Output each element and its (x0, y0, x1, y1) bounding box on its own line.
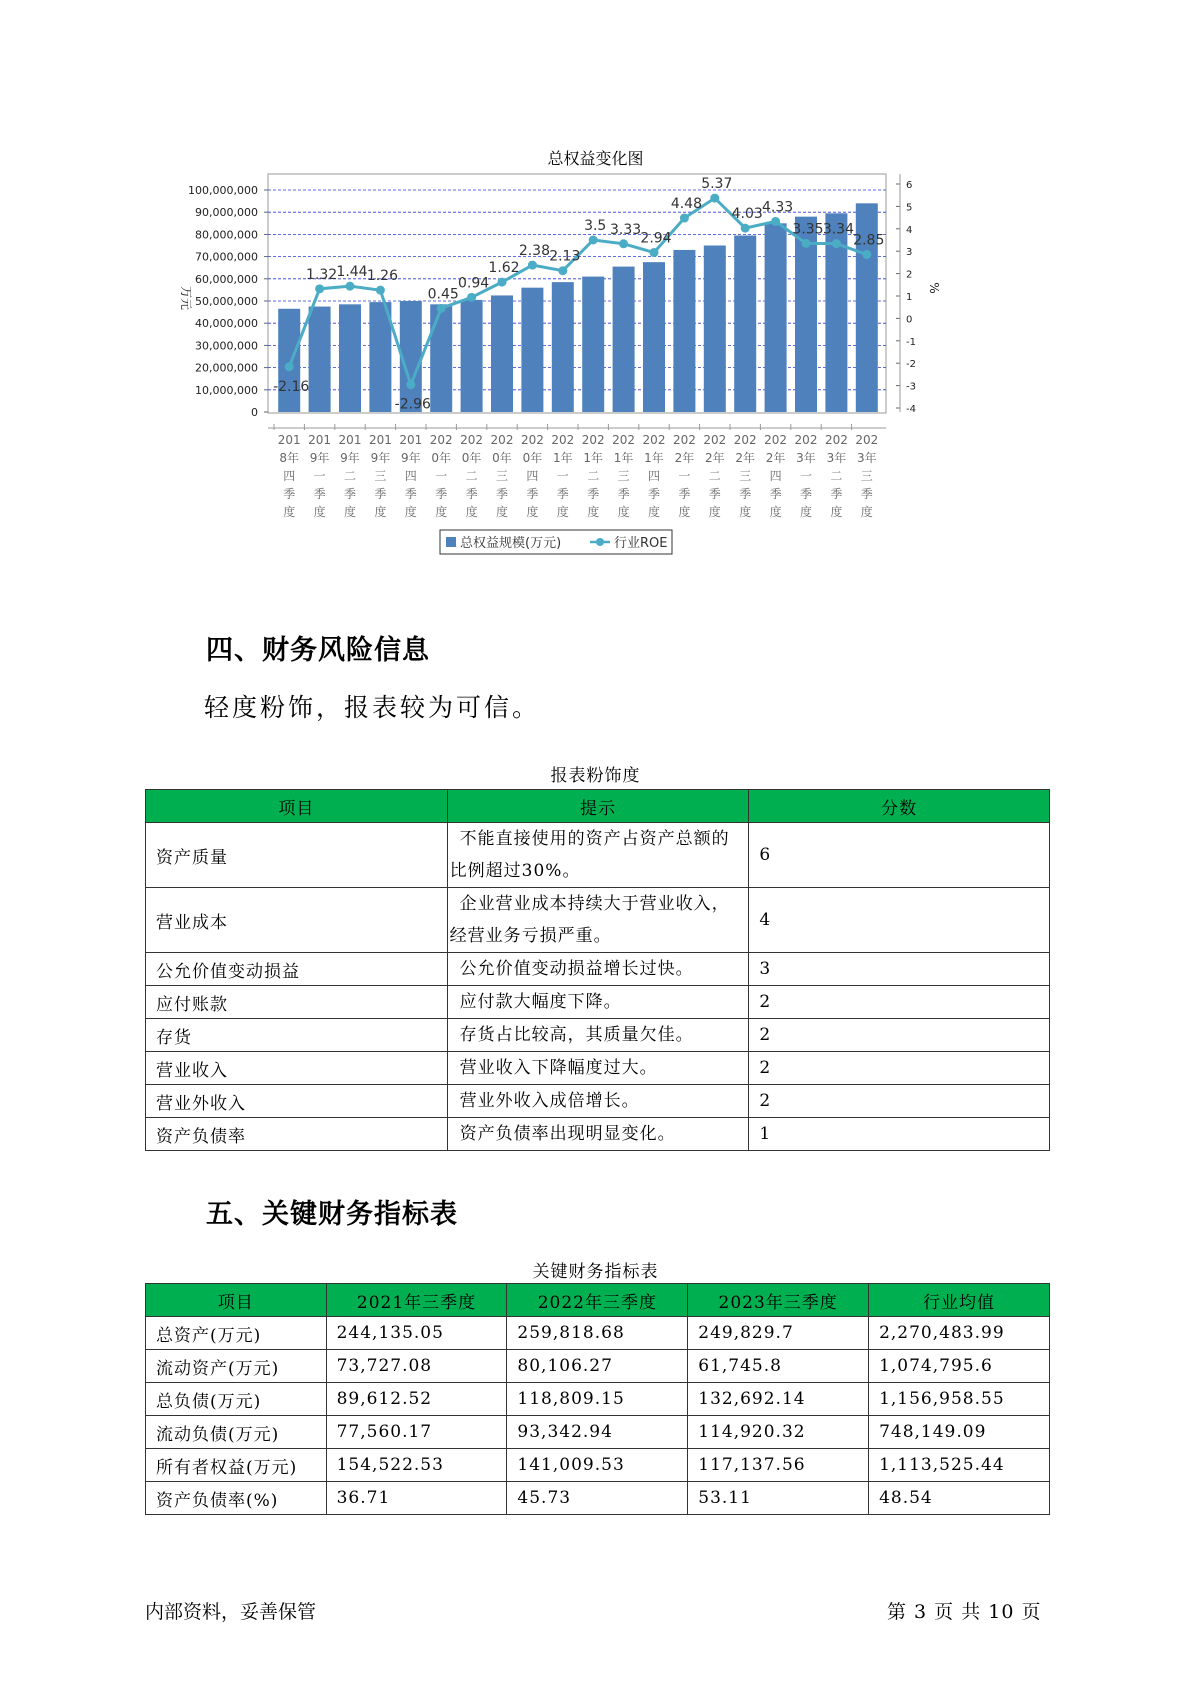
indicator-name-cell: 总负债(万元) (146, 1383, 327, 1416)
indicator-value-cell: 259,818.68 (507, 1317, 688, 1350)
x-tick-label: 度 (739, 505, 752, 519)
x-tick-label: 度 (556, 505, 569, 519)
x-tick-label: 1年 (613, 451, 634, 465)
x-tick-label: 季 (647, 487, 661, 501)
x-tick-label: 2年 (704, 451, 725, 465)
risk-hint-cell: 企业营业成本持续大于营业收入，经营业务亏损严重。 (447, 888, 749, 953)
roe-data-label: 5.37 (701, 176, 733, 193)
roe-data-label: 3.34 (822, 221, 854, 238)
x-tick-label: 季 (313, 487, 326, 501)
x-tick-label: 1年 (644, 451, 664, 465)
roe-data-label: 3.35 (792, 221, 824, 238)
table-row (146, 1449, 1050, 1482)
x-tick-label: 度 (465, 505, 478, 519)
roe-point (498, 278, 507, 287)
table-row (146, 1383, 1050, 1416)
y-left-tick-label: 100,000,000 (188, 184, 258, 197)
y-right-tick-label: 0 (906, 314, 913, 326)
indicator-value-cell: 132,692.14 (688, 1383, 869, 1416)
table-row (146, 823, 1050, 888)
indicator-value-cell: 80,106.27 (507, 1350, 688, 1383)
x-tick-label: 9年 (400, 451, 421, 465)
header-2022: 2022年三季度 (507, 1284, 688, 1317)
y-right-tick-label: -2 (906, 359, 916, 371)
roe-data-label: 1.44 (336, 264, 368, 281)
x-tick-label: 四 (526, 469, 539, 483)
risk-hint-cell: 营业收入下降幅度过大。 (447, 1052, 749, 1085)
x-tick-label: 8年 (279, 451, 300, 465)
x-tick-label: 三 (617, 469, 630, 483)
roe-data-label: 4.33 (762, 199, 794, 216)
indicator-value-cell: 45.73 (507, 1482, 688, 1515)
x-tick-label: 度 (769, 505, 782, 519)
x-tick-label: 季 (343, 487, 357, 501)
risk-item-cell: 资产质量 (146, 823, 448, 888)
indicator-name-cell: 资产负债率(%) (146, 1482, 327, 1515)
roe-data-label: 0.45 (427, 286, 459, 303)
roe-point (589, 236, 598, 245)
y-right-tick-label: 5 (906, 202, 913, 214)
x-tick-label: 9年 (340, 451, 360, 465)
roe-data-label: 2.13 (549, 248, 581, 265)
x-tick-label: 季 (556, 487, 569, 501)
roe-point (558, 266, 567, 275)
x-tick-label: 度 (708, 505, 721, 519)
x-tick-label: 季 (739, 487, 752, 501)
x-tick-label: 度 (283, 505, 296, 519)
x-tick-label: 度 (587, 505, 600, 519)
roe-point (285, 362, 294, 371)
x-tick-label: 202 (581, 433, 605, 447)
y-right-tick-label: 4 (906, 224, 913, 236)
roe-point (406, 380, 415, 389)
table-row (146, 1019, 1050, 1052)
x-tick-label: 季 (860, 487, 873, 501)
x-tick-label: 季 (830, 487, 843, 501)
x-tick-label: 202 (520, 433, 544, 447)
legend-bar-label: 总权益规模(万元) (460, 536, 562, 551)
risk-score-cell: 3 (749, 953, 1050, 986)
risk-score-cell: 2 (749, 1052, 1050, 1085)
x-tick-label: 3年 (826, 451, 847, 465)
risk-score-cell: 2 (749, 1019, 1050, 1052)
x-tick-label: 202 (855, 433, 879, 447)
x-tick-label: 9年 (370, 451, 391, 465)
chart-title: 总权益变化图 (547, 149, 644, 168)
x-tick-label: 202 (490, 433, 514, 447)
indicator-value-cell: 1,113,525.44 (869, 1449, 1050, 1482)
legend-bar-swatch (446, 537, 456, 547)
footer-confidential: 内部资料，妥善保管 (145, 1601, 317, 1623)
x-tick-label: 202 (794, 433, 818, 447)
indicator-value-cell: 244,135.05 (326, 1317, 507, 1350)
x-tick-label: 季 (495, 487, 509, 501)
roe-data-label: -2.16 (273, 378, 310, 395)
x-tick-label: 度 (799, 505, 813, 519)
roe-data-label: 1.62 (488, 260, 520, 277)
x-tick-label: 季 (617, 487, 630, 501)
x-tick-label: 2年 (735, 451, 756, 465)
risk-item-cell: 资产负债率 (146, 1118, 448, 1151)
y-left-tick-label: 50,000,000 (195, 295, 258, 308)
risk-hint-cell: 不能直接使用的资产占资产总额的比例超过30%。 (447, 823, 749, 888)
x-tick-label: 2年 (765, 451, 786, 465)
x-tick-label: 季 (769, 487, 782, 501)
bar (552, 282, 574, 412)
indicator-name-cell: 流动负债(万元) (146, 1416, 327, 1449)
y-left-tick-label: 20,000,000 (195, 361, 258, 375)
y-right-tick-label: 2 (906, 269, 913, 281)
risk-summary: 轻度粉饰，报表较为可信。 (204, 693, 541, 722)
x-tick-label: 三 (860, 469, 873, 483)
indicator-name-cell: 总资产(万元) (146, 1317, 327, 1350)
roe-point (376, 286, 385, 295)
roe-point (650, 248, 659, 257)
table-row (146, 1416, 1050, 1449)
risk-score-cell: 6 (749, 823, 1050, 888)
x-tick-label: 202 (612, 433, 636, 447)
indicator-value-cell: 77,560.17 (326, 1416, 507, 1449)
y-right-tick-label: 1 (906, 292, 913, 303)
x-tick-label: 201 (368, 433, 392, 447)
risk-table-header (146, 790, 1050, 823)
bar (430, 304, 452, 412)
risk-hint-cell: 资产负债率出现明显变化。 (447, 1118, 749, 1151)
section-4-heading: 四、财务风险信息 (206, 635, 430, 666)
x-tick-label: 202 (703, 433, 727, 447)
x-tick-label: 201 (277, 433, 301, 447)
x-tick-label: 度 (647, 505, 661, 519)
x-tick-label: 202 (429, 433, 453, 447)
indicator-name-cell: 所有者权益(万元) (146, 1449, 327, 1482)
x-tick-label: 2年 (674, 451, 695, 465)
table-row (146, 888, 1050, 953)
x-tick-label: 202 (460, 433, 484, 447)
x-tick-label: 季 (404, 487, 417, 501)
x-tick-label: 季 (587, 487, 600, 501)
x-tick-label: 0年 (492, 451, 512, 465)
table-row (146, 953, 1050, 986)
x-tick-label: 201 (308, 433, 332, 447)
risk-item-cell: 公允价值变动损益 (146, 953, 448, 986)
roe-point (467, 293, 476, 302)
header-2023: 2023年三季度 (688, 1284, 869, 1317)
x-tick-label: 季 (283, 487, 296, 501)
roe-point (710, 194, 719, 203)
x-tick-label: 度 (495, 505, 509, 519)
risk-score-cell: 2 (749, 1085, 1050, 1118)
roe-point (346, 282, 355, 291)
roe-data-label: 1.32 (306, 266, 338, 283)
bar (765, 223, 787, 412)
bar (278, 309, 300, 412)
bar (734, 236, 756, 412)
x-tick-label: 0年 (431, 451, 452, 465)
y-left-tick-label: 0 (251, 406, 258, 419)
indicator-value-cell: 114,920.32 (688, 1416, 869, 1449)
x-tick-label: 0年 (522, 451, 543, 465)
roe-data-label: 2.94 (640, 230, 672, 247)
indicator-value-cell: 93,342.94 (507, 1416, 688, 1449)
x-tick-label: 一 (678, 469, 691, 483)
bar (491, 295, 513, 412)
x-tick-label: 度 (526, 505, 539, 519)
x-tick-label: 度 (404, 505, 417, 519)
indicator-value-cell: 61,745.8 (688, 1350, 869, 1383)
x-tick-label: 1年 (552, 451, 573, 465)
y-right-tick-label: 6 (906, 180, 913, 191)
x-tick-label: 二 (830, 469, 843, 483)
x-tick-label: 三 (739, 469, 752, 483)
risk-item-cell: 存货 (146, 1019, 448, 1052)
y-left-axis-label: 万元 (179, 285, 193, 311)
x-tick-label: 三 (495, 469, 509, 483)
risk-hint-cell: 应付款大幅度下降。 (447, 986, 749, 1019)
indicator-value-cell: 36.71 (326, 1482, 507, 1515)
indicator-value-cell: 117,137.56 (688, 1449, 869, 1482)
indicator-value-cell: 748,149.09 (869, 1416, 1050, 1449)
risk-table-caption: 报表粉饰度 (550, 766, 641, 786)
x-tick-label: 202 (551, 433, 575, 447)
x-tick-label: 季 (799, 487, 813, 501)
roe-point (741, 224, 750, 233)
x-tick-label: 季 (526, 487, 539, 501)
y-right-tick-label: -1 (906, 336, 916, 348)
bar (309, 307, 331, 412)
y-left-tick-label: 60,000,000 (195, 272, 258, 286)
risk-item-cell: 营业成本 (146, 888, 448, 953)
table-row (146, 1350, 1050, 1383)
y-left-tick-label: 80,000,000 (195, 228, 258, 242)
x-tick-label: 季 (374, 487, 387, 501)
footer-page-number: 第 3 页 共 10 页 (887, 1601, 1042, 1623)
section-5-heading: 五、关键财务指标表 (206, 1199, 458, 1230)
x-tick-label: 四 (404, 469, 417, 483)
x-tick-label: 202 (672, 433, 696, 447)
header-2021: 2021年三季度 (326, 1284, 507, 1317)
x-tick-label: 9年 (309, 451, 330, 465)
table-row (146, 1118, 1050, 1151)
table-row (146, 1482, 1050, 1515)
y-left-tick-label: 40,000,000 (195, 317, 258, 331)
x-tick-label: 二 (343, 469, 357, 483)
roe-point (619, 239, 628, 248)
roe-data-label: 4.03 (731, 206, 763, 223)
y-left-tick-label: 90,000,000 (195, 206, 258, 220)
x-tick-label: 度 (830, 505, 843, 519)
roe-data-label: 4.48 (670, 196, 702, 213)
roe-point (437, 304, 446, 313)
x-tick-label: 201 (399, 433, 423, 447)
header-item: 项目 (146, 1284, 327, 1317)
bar (673, 250, 695, 412)
risk-hint-cell: 营业外收入成倍增长。 (447, 1085, 749, 1118)
indicator-table (145, 1283, 1050, 1515)
x-tick-label: 度 (313, 505, 326, 519)
indicator-value-cell: 1,156,958.55 (869, 1383, 1050, 1416)
x-tick-label: 0年 (461, 451, 482, 465)
y-left-tick-label: 70,000,000 (195, 250, 258, 264)
x-tick-label: 202 (824, 433, 848, 447)
x-tick-label: 202 (733, 433, 757, 447)
indicator-value-cell: 89,612.52 (326, 1383, 507, 1416)
table-row (146, 1317, 1050, 1350)
table-row (146, 1085, 1050, 1118)
bar (704, 246, 726, 413)
legend-line-label: 行业ROE (614, 536, 668, 551)
risk-table (145, 789, 1050, 1151)
risk-hint-cell: 存货占比较高，其质量欠佳。 (447, 1019, 749, 1052)
x-tick-label: 3年 (796, 451, 816, 465)
x-tick-label: 季 (708, 487, 721, 501)
indicator-value-cell: 141,009.53 (507, 1449, 688, 1482)
x-tick-label: 度 (617, 505, 630, 519)
y-right-axis-label: % (927, 282, 941, 294)
x-tick-label: 202 (764, 433, 788, 447)
bar (521, 288, 543, 412)
indicator-name-cell: 流动资产(万元) (146, 1350, 327, 1383)
risk-item-cell: 营业外收入 (146, 1085, 448, 1118)
bar (613, 267, 635, 412)
indicator-table-caption: 关键财务指标表 (532, 1262, 659, 1282)
roe-data-label: 3.5 (584, 218, 607, 234)
risk-item-cell: 营业收入 (146, 1052, 448, 1085)
x-tick-label: 度 (435, 505, 448, 519)
x-tick-label: 四 (647, 469, 661, 483)
roe-data-label: 3.33 (610, 221, 642, 238)
x-tick-label: 3年 (856, 451, 877, 465)
roe-point (528, 261, 537, 270)
y-left-tick-label: 30,000,000 (195, 339, 258, 353)
x-tick-label: 201 (338, 433, 362, 447)
indicator-value-cell: 1,074,795.6 (869, 1350, 1050, 1383)
header-item: 项目 (146, 790, 448, 823)
x-tick-label: 一 (435, 469, 448, 483)
roe-point (315, 284, 324, 293)
roe-data-label: 2.85 (853, 232, 885, 249)
bar (461, 300, 483, 412)
indicator-value-cell: 118,809.15 (507, 1383, 688, 1416)
x-tick-label: 一 (556, 469, 569, 483)
x-tick-label: 二 (465, 469, 478, 483)
x-tick-label: 度 (860, 505, 873, 519)
y-right-tick-label: -3 (906, 381, 916, 393)
bar (582, 277, 604, 412)
header-score: 分数 (749, 790, 1050, 823)
indicator-value-cell: 249,829.7 (688, 1317, 869, 1350)
indicator-table-header (146, 1284, 1050, 1317)
indicator-value-cell: 154,522.53 (326, 1449, 507, 1482)
indicator-value-cell: 48.54 (869, 1482, 1050, 1515)
roe-data-label: 0.94 (458, 275, 490, 292)
x-tick-label: 二 (587, 469, 600, 483)
risk-score-cell: 1 (749, 1118, 1050, 1151)
x-tick-label: 四 (283, 469, 296, 483)
roe-point (832, 239, 841, 248)
legend-line-marker (596, 538, 604, 546)
roe-data-label: 2.38 (518, 243, 550, 260)
x-tick-label: 季 (435, 487, 448, 501)
x-tick-label: 季 (678, 487, 691, 501)
bar (339, 304, 361, 412)
x-tick-label: 四 (769, 469, 782, 483)
table-row (146, 986, 1050, 1019)
roe-point (771, 217, 780, 226)
y-right-tick-label: -4 (906, 404, 916, 415)
x-tick-label: 度 (343, 505, 357, 519)
roe-data-label: -2.96 (394, 396, 431, 413)
indicator-value-cell: 73,727.08 (326, 1350, 507, 1383)
roe-point (680, 214, 689, 223)
table-row (146, 1052, 1050, 1085)
x-tick-label: 季 (465, 487, 478, 501)
bar (643, 262, 665, 412)
risk-score-cell: 4 (749, 888, 1050, 953)
roe-point (802, 239, 811, 248)
risk-score-cell: 2 (749, 986, 1050, 1019)
x-tick-label: 三 (374, 469, 387, 483)
risk-hint-cell: 公允价值变动损益增长过快。 (447, 953, 749, 986)
x-tick-label: 一 (799, 469, 813, 483)
x-tick-label: 度 (374, 505, 387, 519)
x-tick-label: 一 (313, 469, 326, 483)
y-left-tick-label: 10,000,000 (195, 383, 258, 397)
roe-point (862, 250, 871, 259)
indicator-value-cell: 53.11 (688, 1482, 869, 1515)
equity-chart (170, 170, 1000, 590)
x-tick-label: 1年 (583, 451, 604, 465)
risk-item-cell: 应付账款 (146, 986, 448, 1019)
indicator-value-cell: 2,270,483.99 (869, 1317, 1050, 1350)
x-tick-label: 202 (642, 433, 666, 447)
header-industry-avg: 行业均值 (869, 1284, 1050, 1317)
header-hint: 提示 (447, 790, 749, 823)
x-tick-label: 度 (678, 505, 691, 519)
y-right-tick-label: 3 (906, 247, 913, 259)
roe-data-label: 1.26 (366, 268, 398, 285)
x-tick-label: 二 (708, 469, 721, 483)
